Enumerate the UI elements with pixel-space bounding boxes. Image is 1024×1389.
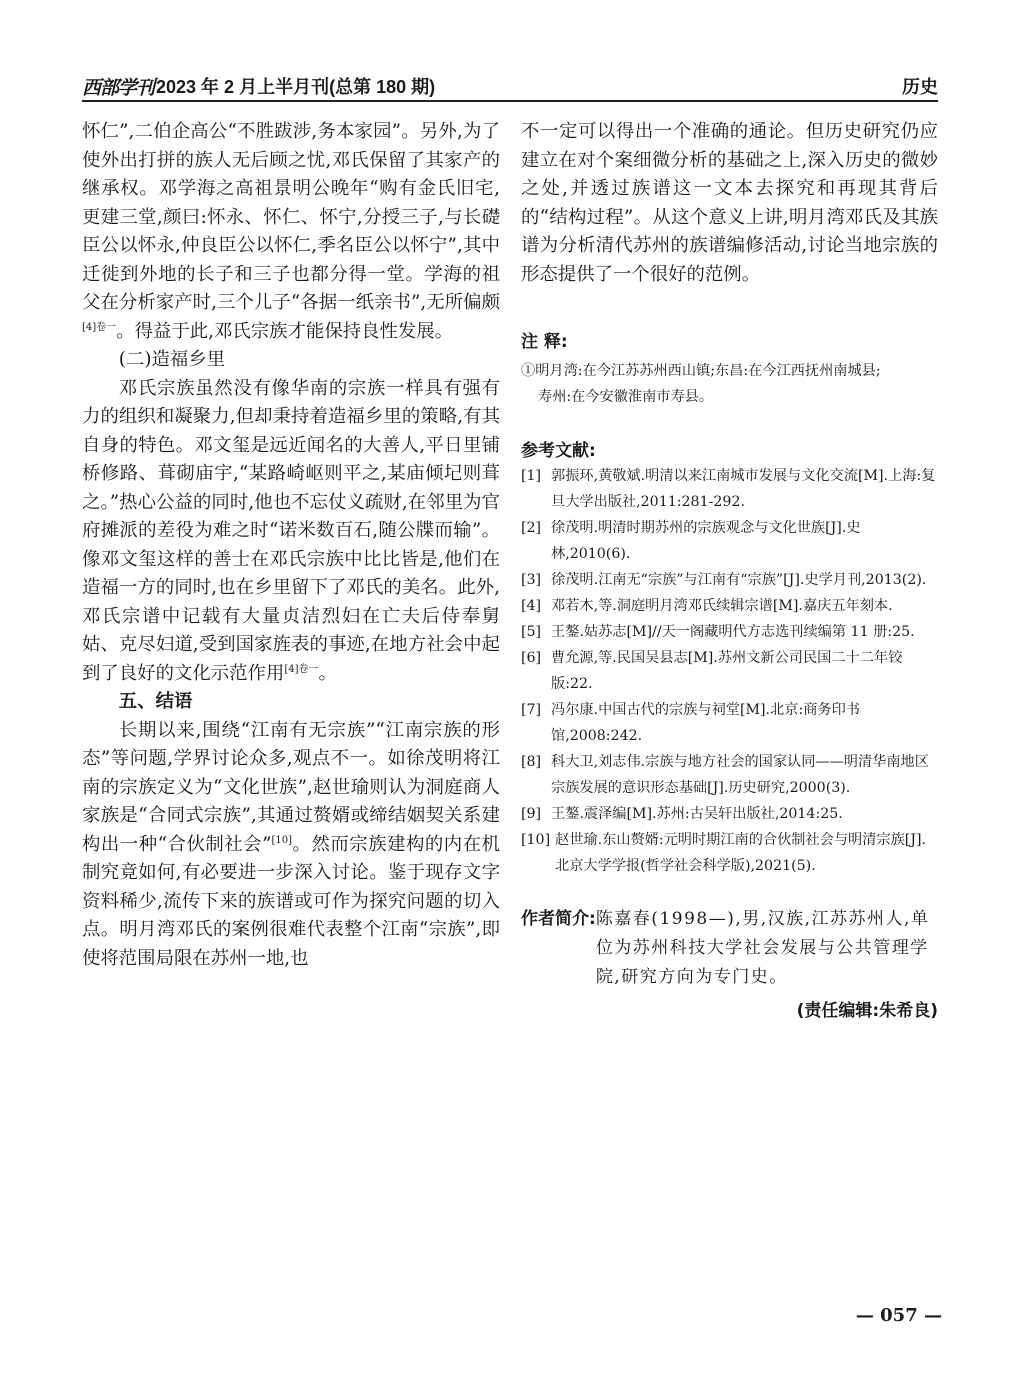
body-paragraph: 怀仁”,二伯企高公“不胜跋涉,务本家园”。另外,为了使外出打拼的族人无后顾之忧,邓氏保留了其家产的继承权。邓学海之高祖景明公晚年“购有金氏旧宅,更建三堂,颜曰:怀永、怀仁、怀宁,分授三子,与长礎臣公以怀永,仲良臣公以怀仁,季名臣公以怀宁”,其中迁徙到外地的长子和三子也都分得一堂。学海的祖父在分析家产时,三个儿子“各据一纸亲书”,无所偏颇$^{[4]卷一}$。得益于此,邓氏宗族才能保持良性发展。 <box>82 121 500 342</box>
right-column <box>521 118 938 1021</box>
reference-item: [2] 徐茂明.明清时期苏州的宗族观念与文化世族[J].史林,2010(6). <box>521 520 861 562</box>
note-item-continued: 寿州:在今安徽淮南市寿县。 <box>538 389 714 405</box>
body-paragraph: 长期以来,围绕“江南有无宗族”“江南宗族的形态”等问题,学界讨论众多,观点不一。如徐茂明将江南的宗族定义为“文化世族”,赵世瑜则认为洞庭商人家族是“合同式宗族”,其通过赘婿或缔结姻契关系建构出一种“合伙制社会”[10]。然而宗族建构的内在机制究竟如何,有必要进一步深入讨论。鉴于现存文字资料稀少,流传下来的族谱或可作为探究问题的切入点。明月湾邓氏的案例很难代表整个江南“宗族”,即使将范围局限在苏州一地,也 <box>82 719 500 969</box>
issue-info: 2023 年 2 月上半月刊(总第 180 期) <box>156 77 436 97</box>
references-heading: 参考文献: <box>521 441 596 461</box>
reference-item: [4] 邓若木,等.洞庭明月湾邓氏续辑宗谱[M].嘉庆五年刻本. <box>521 598 893 614</box>
notes-heading: 注 释: <box>521 332 568 352</box>
reference-item: [5] 王鏊.姑苏志[M]//天一阁藏明代方志选刊续编第 11 册:25. <box>521 624 915 640</box>
citation: [10] <box>271 834 293 846</box>
body-paragraph: 不一定可以得出一个准确的通论。但历史研究仍应建立在对个案细微分析的基础之上,深入历史的微妙之处,并透过族谱这一文本去探究和再现其背后的“结构过程”。从这个意义上讲,明月湾邓氏及其族谱为分析清代苏州的族谱编修活动,讨论当地宗族的形态提供了一个很好的范例。 <box>521 121 938 285</box>
section-label: 历史 <box>902 77 938 97</box>
journal-title <box>82 73 435 100</box>
responsible-editor: (责任编辑:朱希良) <box>796 1001 938 1021</box>
left-column <box>82 118 500 973</box>
reference-item: [7] 冯尔康.中国古代的宗族与祠堂[M].北京:商务印书馆,2008:242. <box>521 702 860 744</box>
body-paragraph: 邓氏宗族虽然没有像华南的宗族一样具有强有力的组织和凝聚力,但却秉持着造福乡里的策略,有其自身的特色。邓文玺是远近闻名的大善人,平日里铺桥修路、葺砌庙宇,“某路崎岖则平之,某庙倾圮则葺之。”热心公益的同时,他也不忘仗义疏财,在邻里为官府摊派的差役为难之时“诺米数百石,随公牒而输”。像邓文玺这样的善士在邓氏宗族中比比皆是,他们在造福一方的同时,也在乡里留下了邓氏的美名。此外,邓氏宗谱中记载有大量贞洁烈妇在亡夫后侍奉舅姑、克尽妇道,受到国家旌表的事迹,在地方社会中起到了良好的文化示范作用$^{[4]卷一}$。 <box>82 377 500 684</box>
citation: [4]卷一 <box>82 321 117 333</box>
reference-list <box>521 463 938 879</box>
reference-item: [6] 曹允源,等.民国吴县志[M].苏州文新公司民国二十二年铰版:22. <box>521 650 903 692</box>
author-bio-label: 作者简介: <box>521 909 596 929</box>
page-number: — 057 — <box>855 1305 942 1326</box>
journal-logo: 西部学刊 <box>82 76 155 99</box>
note-item: ①明月湾:在今江苏苏州西山镇;东昌:在今江西抚州南城县; <box>521 363 881 379</box>
author-bio <box>521 905 938 992</box>
reference-item: [9] 王鏊.震泽编[M].苏州:古吴轩出版社,2014:25. <box>521 806 843 822</box>
citation: [4]卷一 <box>284 663 319 675</box>
reference-item: [3] 徐茂明.江南无“宗族”与江南有“宗族”[J].史学月刊,2013(2). <box>521 572 927 588</box>
author-bio-text: 陈嘉春(1998—),男,汉族,江苏苏州人,单位为苏州科技大学社会发展与公共管理学院,研究方向为专门史。 <box>595 909 930 987</box>
reference-item: [8] 科大卫,刘志伟.宗族与地方社会的国家认同——明清华南地区宗族发展的意识形态基础[J].历史研究,2000(3). <box>521 754 929 796</box>
running-header <box>82 72 938 102</box>
reference-item: [10] 赵世瑜.东山赘婿:元明时期江南的合伙制社会与明清宗族[J].北京大学学报(哲学社会科学版),2021(5). <box>521 832 927 874</box>
section-heading: 五、结语 <box>118 691 193 712</box>
reference-item: [1] 郭振环,黄敬斌.明清以来江南城市发展与文化交流[M].上海:复旦大学出版社,2011:281-292. <box>521 468 936 510</box>
subsection-heading: (二)造福乡里 <box>118 349 226 370</box>
